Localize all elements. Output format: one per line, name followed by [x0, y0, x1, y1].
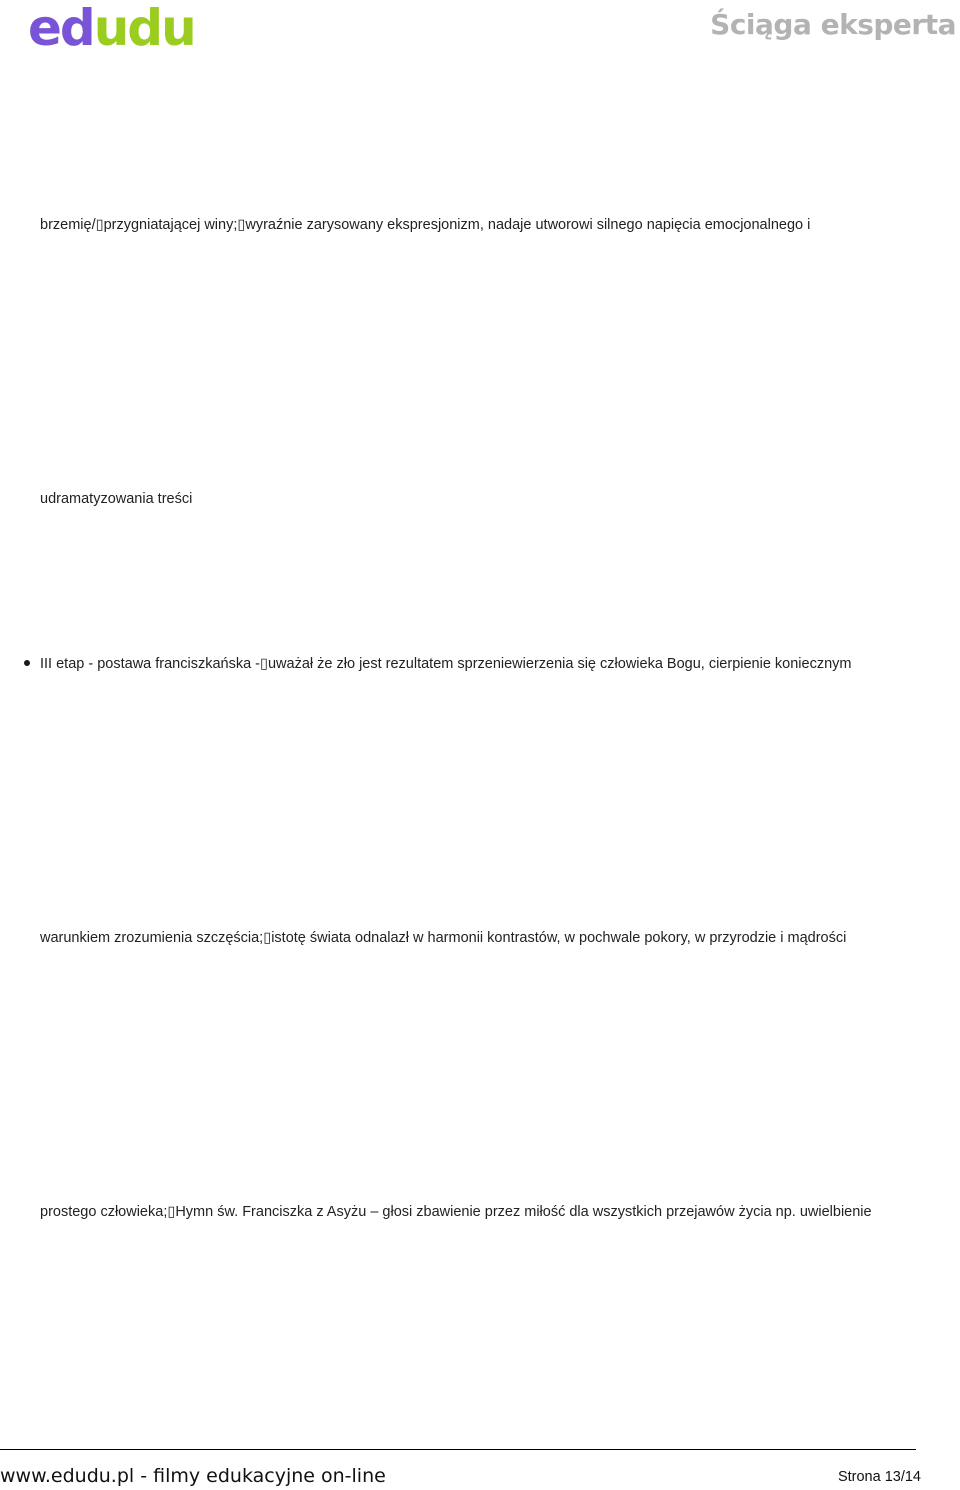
footer-divider	[0, 1449, 916, 1450]
page-header	[0, 0, 960, 60]
header-tagline: Ściąga eksperta	[710, 8, 956, 41]
bullet-icon	[24, 660, 30, 666]
page-number: Strona 13/14	[837, 1469, 921, 1485]
text-line-4: warunkiem zrozumienia szczęścia;▯istotę świata odnalazł w harmonii kontrastów, w pochwale pokory, w przyrodzie i mądrości	[40, 930, 847, 946]
edudu-logo[interactable]	[28, 0, 195, 57]
text-line-5: prostego człowieka;▯Hymn św. Franciszka z Asyżu – głosi zbawienie przez miłość dla wszystkich przejawów życia np. uwielbienie	[40, 1204, 872, 1220]
logo-part-udu: udu	[93, 0, 195, 57]
text-line-3: III etap - postawa franciszkańska -▯uważał że zło jest rezultatem sprzeniewierzenia się człowieka Bogu, cierpienie koniecznym	[40, 656, 852, 672]
text-line-2: udramatyzowania treści	[40, 491, 193, 507]
text-line-1: brzemię/▯przygniatającej winy;▯wyraźnie zarysowany ekspresjonizm, nadaje utworowi silnego napięcia emocjonalnego i	[40, 217, 811, 233]
footer-site-link[interactable]: www.edudu.pl - filmy edukacyjne on-line	[0, 1465, 386, 1487]
logo-part-ed: ed	[28, 0, 94, 57]
